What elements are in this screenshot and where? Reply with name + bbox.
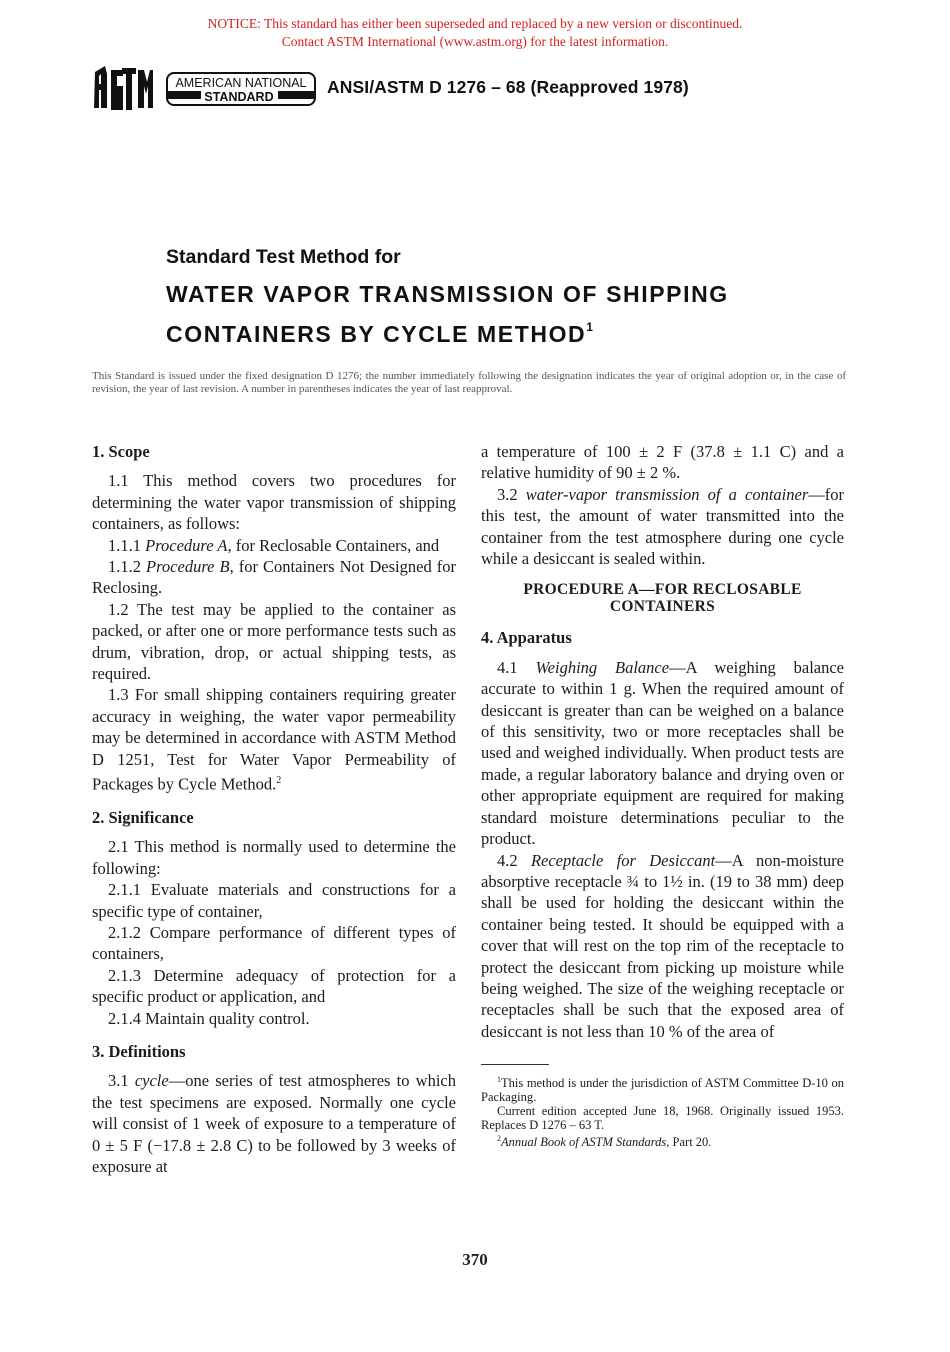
american-national-standard-badge [166, 72, 316, 106]
section-heading-scope: 1. Scope [92, 442, 150, 461]
paragraph-1-1-1: 1.1.1 Procedure A, for Reclosable Containers, and [108, 535, 440, 555]
right-column [481, 441, 844, 1149]
paragraph-3-1: 3.1 cycle—one series of test atmospheres to which the test specimens are exposed. Normally one cycle will consist of 1 week of exposure to a temperature of 0 ± 5 F (−17.8 ± 2.8 C) to be followed by 3 weeks of exposure at [92, 1071, 456, 1177]
badge-line-1: AMERICAN NATIONAL [175, 76, 307, 90]
title-line-1: WATER VAPOR TRANSMISSION OF SHIPPING [166, 281, 729, 307]
notice-line-1: NOTICE: This standard has either been superseded and replaced by a new version or discontinued. [207, 16, 743, 31]
issue-note: This Standard is issued under the fixed designation D 1276; the number immediately following the designation indicates the year of original adoption or, in the case of revision, the year of last revision. A number in parentheses indicates the year of last reapproval. [92, 370, 846, 395]
paragraph-1-1: 1.1 This method covers two procedures for determining the water vapor transmission of shipping containers, as follows: [92, 471, 456, 534]
page-number: 370 [462, 1250, 488, 1269]
footnote-divider [481, 1064, 549, 1065]
section-heading-definitions: 3. Definitions [92, 1042, 186, 1062]
paragraph-1-1-2: 1.1.2 Procedure B, for Containers Not Designed for Reclosing. [92, 557, 456, 598]
standard-type-label: Standard Test Method for [166, 246, 401, 268]
footnote-1: $^1$This method is under the jurisdiction of ASTM Committee D-10 on Packaging. [481, 1075, 844, 1105]
procedure-a-heading: PROCEDURE A—FOR RECLOSABLE CONTAINERS [523, 581, 802, 616]
paragraph-4-1: 4.1 Weighing Balance—A weighing balance accurate to within 1 g. When the required amount of desiccant is greater than can be weighed on a balance of this sensitivity, two or more receptacles shall be used and weighed individually. When product tests are made, a regular laboratory balance and drying oven or other appropriate equipment are required for making standard moisture determinations peculiar to the product. [481, 657, 844, 849]
page-title [166, 278, 729, 351]
notice-line-2: Contact ASTM International (www.astm.org) for the latest information. [281, 34, 669, 49]
title-line-2: CONTAINERS BY CYCLE METHOD$^1$ [166, 320, 593, 347]
paragraph-4-2: 4.2 Receptacle for Desiccant—A non-moisture absorptive receptacle ¾ to 1½ in. (19 to 38 mm) deep shall be used for holding the desiccant within the container being tested. It should be equipped with a cover that will rest on the top rim of the receptacle to protect the desiccant from picking up moisture while being weighed. The size of the weighing receptacle or receptacles shall be such that the exposed area of desiccant is not less than 10 % of the area of [481, 850, 844, 1041]
section-heading-apparatus: 4. Apparatus [481, 628, 572, 648]
title-footnote-marker: 1 [586, 320, 593, 334]
astm-logo [92, 64, 154, 116]
paragraph-2-1-3: 2.1.3 Determine adequacy of protection for a specific product or application, and [92, 965, 456, 1007]
paragraph-2-1-1: 2.1.1 Evaluate materials and constructions for a specific type of container, [92, 880, 456, 921]
paragraph-2-1: 2.1 This method is normally used to determine the following: [92, 837, 456, 878]
paragraph-3-1-continued: a temperature of 100 ± 2 F (37.8 ± 1.1 C) and a relative humidity of 90 ± 2 %. [481, 442, 844, 483]
section-heading-significance: 2. Significance [92, 808, 194, 827]
paragraph-1-2: 1.2 The test may be applied to the container as packed, or after one or more performance tests such as drum, vibration, drop, or actual shipping tests, as required. [92, 599, 456, 684]
badge-line-2: STANDARD [204, 90, 274, 104]
left-column [92, 441, 456, 1178]
footnote-2: $^2$Annual Book of ASTM Standards, Part 20. [497, 1134, 712, 1150]
paragraph-2-1-4: 2.1.4 Maintain quality control. [108, 1008, 310, 1028]
paragraph-1-3: 1.3 For small shipping containers requiring greater accuracy in weighing, the water vapor permeability may be determined in accordance with ASTM Method D 1251, Test for Water Vapor Permeability of Packages by Cycle Method.$^2$ [92, 685, 456, 794]
footnote-1-continued: Current edition accepted June 18, 1968. Originally issued 1953. Replaces D 1276 – 63 T. [481, 1104, 844, 1133]
paragraph-2-1-2: 2.1.2 Compare performance of different types of containers, [92, 923, 456, 964]
paragraph-3-2: 3.2 water-vapor transmission of a container—for this test, the amount of water transmitted into the container from the test atmosphere during one cycle while a desiccant is sealed within. [481, 484, 844, 569]
standard-designation: ANSI/ASTM D 1276 – 68 (Reapproved 1978) [327, 77, 689, 97]
